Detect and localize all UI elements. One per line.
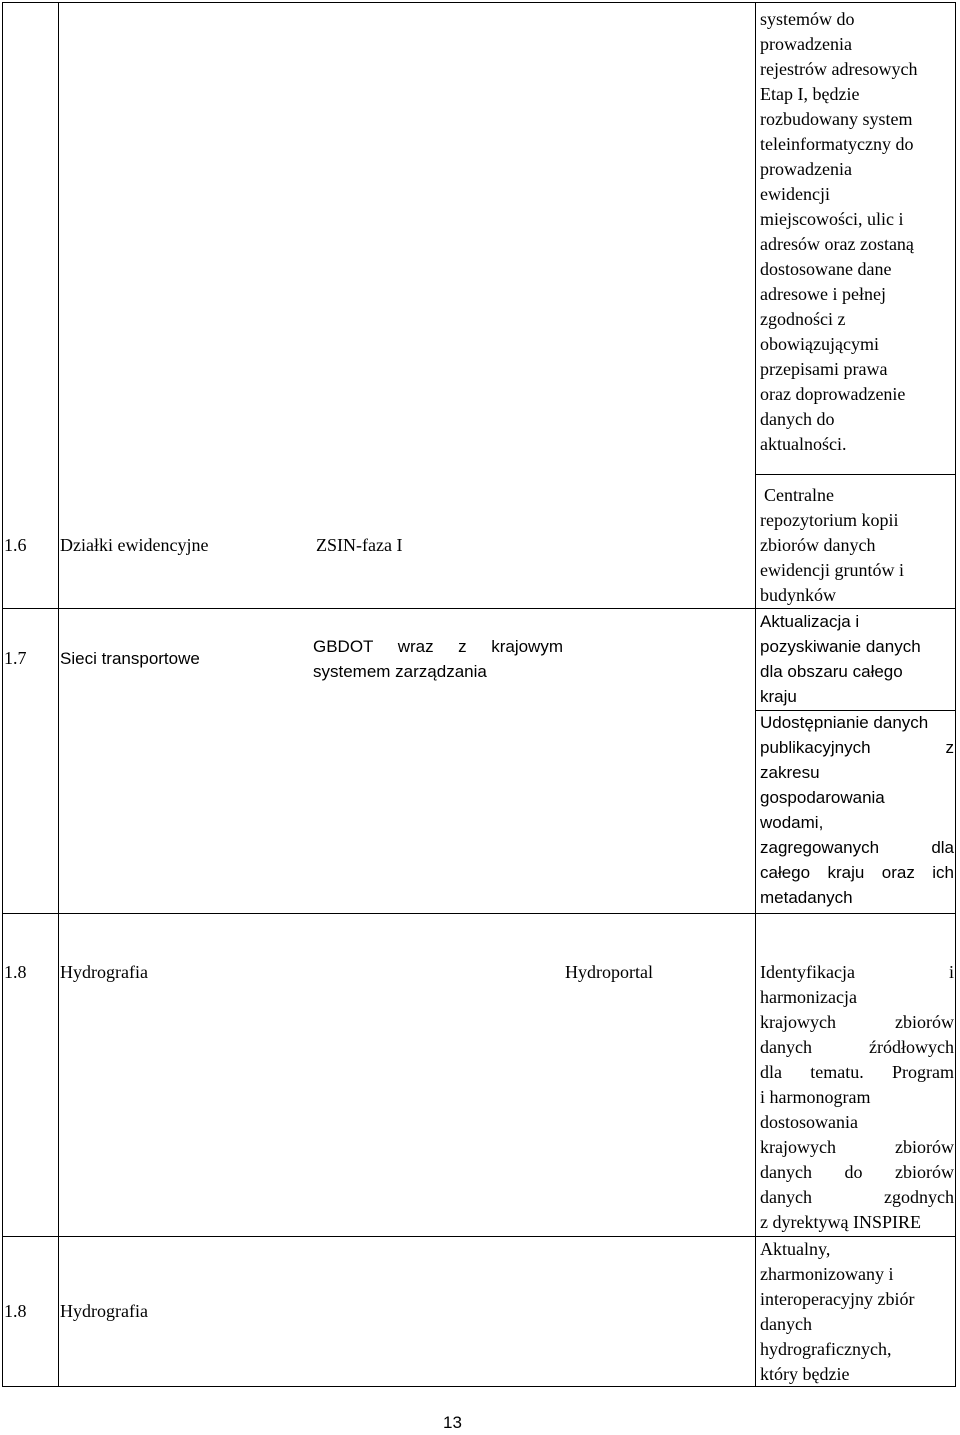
description-line: adresów oraz zostaną (760, 234, 914, 254)
description-line: zbiorów danych (760, 535, 876, 555)
row-system-hydroportal: Hydroportal (565, 962, 653, 982)
row-number-1-8: 1.8 (4, 962, 27, 982)
row-system-zsin: ZSIN-faza I (316, 535, 403, 555)
description-line: prowadzenia (760, 34, 852, 54)
system-line: systemem zarządzania (313, 662, 487, 681)
row-divider (2, 913, 956, 914)
description-line (760, 835, 954, 860)
description-word: zbiorów (895, 1012, 954, 1032)
description-word: z (945, 738, 954, 757)
description-line: zgodności z (760, 309, 846, 329)
row-name-hydrografia: Hydrografia (60, 962, 148, 982)
description-line (760, 1185, 954, 1210)
description-word: dla (931, 838, 954, 857)
description-line: zakresu (760, 763, 820, 782)
description-line: rejestrów adresowych (760, 59, 918, 79)
description-line (760, 960, 954, 985)
description-line: zharmonizowany i (760, 1264, 894, 1284)
description-line: dostosowane dane (760, 259, 892, 279)
description-line (760, 1010, 954, 1035)
description-line: systemów do (760, 9, 855, 29)
row-1-8-b-description (760, 1237, 954, 1387)
system-line: GBDOT wraz z krajowym (313, 637, 563, 656)
table-column-divider-2 (755, 2, 756, 1387)
description-line: danych do zbiorów (760, 1162, 954, 1182)
description-line: i harmonogram (760, 1087, 871, 1107)
description-word: zbiorów (895, 1137, 954, 1157)
description-line: budynków (760, 585, 836, 605)
description-line: który będzie (760, 1364, 850, 1384)
row-number-1-7: 1.7 (4, 648, 27, 668)
description-line: Aktualny, (760, 1239, 831, 1259)
description-word: krajowych (760, 1137, 836, 1157)
description-line: przepisami prawa (760, 359, 888, 379)
description-line: z dyrektywą INSPIRE (760, 1212, 921, 1232)
row-system-gbdot (313, 634, 563, 684)
description-word: danych (760, 1187, 812, 1207)
description-word: danych (760, 1037, 812, 1057)
table-border-right (955, 2, 956, 1387)
description-line: całego kraju oraz ich (760, 863, 954, 882)
description-line: Centralne (764, 485, 834, 505)
description-line: teleinformatyczny do (760, 134, 914, 154)
table-border-left (2, 2, 3, 1387)
row-name-sieci: Sieci transportowe (60, 649, 200, 668)
description-line: Aktualizacja i (760, 612, 860, 631)
description-line: wodami, (760, 813, 824, 832)
description-line: repozytorium kopii (760, 510, 899, 530)
description-line: dla tematu. Program (760, 1062, 954, 1082)
description-line: metadanych (760, 888, 853, 907)
description-line: prowadzenia (760, 159, 852, 179)
description-word: zgodnych (884, 1187, 954, 1207)
description-word: źródłowych (869, 1037, 954, 1057)
description-line: aktualności. (760, 434, 847, 454)
row-name-dzialki: Działki ewidencyjne (60, 535, 209, 555)
description-line (760, 1035, 954, 1060)
row-1-7-description (760, 609, 954, 709)
row-1-8-description (760, 960, 954, 1235)
row-number-1-6: 1.6 (4, 535, 27, 555)
table-border-top (2, 2, 956, 3)
description-line: pozyskiwanie danych (760, 637, 921, 656)
row-1-6-description (760, 483, 954, 608)
description-line: oraz doprowadzenie (760, 384, 906, 404)
hydro-extra-description (760, 710, 954, 910)
description-line: Etap I, będzie (760, 84, 860, 104)
description-line: adresowe i pełnej (760, 284, 886, 304)
description-word: krajowych (760, 1012, 836, 1032)
description-line: ewidencji (760, 184, 830, 204)
description-word: i (948, 962, 954, 982)
description-word: Identyfikacja (760, 962, 855, 982)
description-line: danych (760, 1314, 812, 1334)
description-line: danych do (760, 409, 835, 429)
top-row-description (760, 7, 954, 457)
row-divider (755, 474, 956, 475)
description-line: gospodarowania (760, 788, 885, 807)
row-name-hydrografia-b: Hydrografia (60, 1301, 148, 1321)
table-column-divider-1 (58, 2, 59, 1387)
page-number: 13 (443, 1413, 462, 1432)
description-line: interoperacyjny zbiór (760, 1289, 915, 1309)
description-line: ewidencji gruntów i (760, 560, 904, 580)
description-line: Udostępnianie danych (760, 713, 929, 732)
description-line: dla obszaru całego (760, 662, 903, 681)
description-word: publikacyjnych (760, 738, 871, 757)
row-number-1-8-b: 1.8 (4, 1301, 27, 1321)
description-line: rozbudowany system (760, 109, 913, 129)
description-line (760, 735, 954, 760)
description-line: dostosowania (760, 1112, 858, 1132)
description-line: obowiązującymi (760, 334, 879, 354)
description-line (760, 1135, 954, 1160)
description-line: hydrograficznych, (760, 1339, 892, 1359)
description-line: harmonizacja (760, 987, 857, 1007)
description-line: miejscowości, ulic i (760, 209, 904, 229)
description-line: kraju (760, 687, 797, 706)
description-word: zagregowanych (760, 838, 880, 857)
